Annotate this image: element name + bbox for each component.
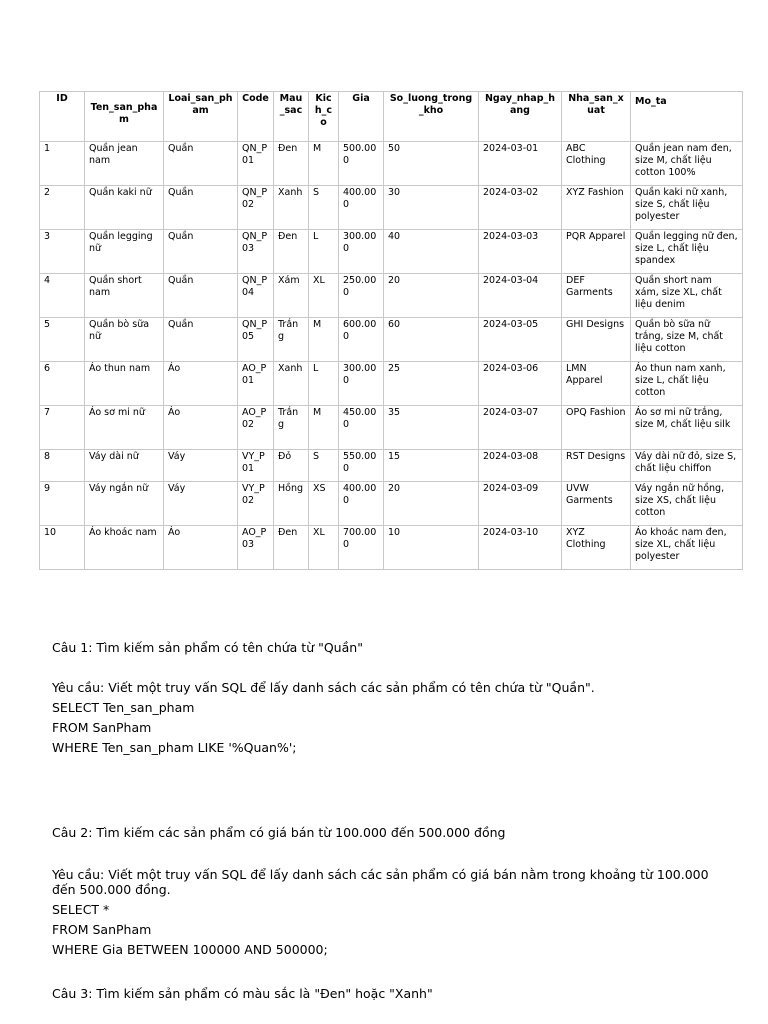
cell-kich-co: M [309, 318, 339, 362]
cell-ten-san-pham: Áo sơ mi nữ [85, 406, 164, 450]
cell-mau-sac: Đen [274, 230, 309, 274]
cell-gia: 250.000 [339, 274, 384, 318]
cell-code: AO_P03 [238, 526, 274, 570]
table-body [40, 142, 743, 570]
cell-mau-sac: Xanh [274, 186, 309, 230]
table-row [40, 450, 743, 482]
cell-id: 6 [40, 362, 85, 406]
cell-loai-san-pham: Áo [164, 362, 238, 406]
cell-loai-san-pham: Váy [164, 482, 238, 526]
cell-ngay-nhap: 2024-03-04 [479, 274, 562, 318]
question-3 [52, 984, 732, 1004]
cell-gia: 300.000 [339, 362, 384, 406]
cell-mau-sac: Đen [274, 142, 309, 186]
cell-ten-san-pham: Áo khoác nam [85, 526, 164, 570]
cell-mo-ta: Váy ngắn nữ hồng, size XS, chất liệu cotton [631, 482, 743, 526]
cell-kich-co: XL [309, 274, 339, 318]
cell-loai-san-pham: Quần [164, 186, 238, 230]
cell-code: QN_P04 [238, 274, 274, 318]
question-1 [52, 638, 732, 758]
header-kich-co: Kich_co [309, 92, 339, 142]
question-2-sql-line: FROM SanPham [52, 922, 152, 937]
header-mau-sac: Mau_sac [274, 92, 309, 142]
cell-ten-san-pham: Váy ngắn nữ [85, 482, 164, 526]
table-row [40, 482, 743, 526]
product-table [39, 91, 743, 570]
header-id: ID [40, 92, 85, 142]
cell-loai-san-pham: Váy [164, 450, 238, 482]
question-1-sql-line: SELECT Ten_san_pham [52, 700, 195, 715]
cell-code: QN_P05 [238, 318, 274, 362]
cell-gia: 400.000 [339, 186, 384, 230]
cell-mau-sac: Trắng [274, 318, 309, 362]
question-1-title: Câu 1: Tìm kiếm sản phẩm có tên chứa từ "Quần" [52, 640, 363, 655]
cell-ten-san-pham: Quần bò sữa nữ [85, 318, 164, 362]
cell-id: 7 [40, 406, 85, 450]
cell-code: QN_P02 [238, 186, 274, 230]
cell-gia: 500.000 [339, 142, 384, 186]
cell-ten-san-pham: Quần short nam [85, 274, 164, 318]
question-2-sql-line: SELECT * [52, 902, 110, 917]
header-ngay-nhap: Ngay_nhap_hang [479, 92, 562, 142]
cell-id: 5 [40, 318, 85, 362]
cell-so-luong: 60 [384, 318, 479, 362]
cell-so-luong: 25 [384, 362, 479, 406]
cell-nha-san-xuat: PQR Apparel [562, 230, 631, 274]
cell-mau-sac: Đen [274, 526, 309, 570]
cell-ngay-nhap: 2024-03-03 [479, 230, 562, 274]
header-mo-ta: Mo_ta [631, 92, 743, 142]
question-2-requirement: Yêu cầu: Viết một truy vấn SQL để lấy danh sách các sản phẩm có giá bán nằm trong khoảng từ 100.000 đến 500.000 đồng. [52, 867, 709, 897]
cell-ten-san-pham: Quần kaki nữ [85, 186, 164, 230]
cell-code: AO_P01 [238, 362, 274, 406]
table-row [40, 274, 743, 318]
cell-nha-san-xuat: XYZ Clothing [562, 526, 631, 570]
question-1-requirement: Yêu cầu: Viết một truy vấn SQL để lấy danh sách các sản phẩm có tên chứa từ "Quần". [52, 680, 595, 695]
table-header-row [40, 92, 743, 142]
header-gia: Gia [339, 92, 384, 142]
table-row [40, 362, 743, 406]
cell-mo-ta: Áo thun nam xanh, size L, chất liệu cotton [631, 362, 743, 406]
cell-code: AO_P02 [238, 406, 274, 450]
cell-code: VY_P02 [238, 482, 274, 526]
header-code: Code [238, 92, 274, 142]
question-1-sql-line: FROM SanPham [52, 720, 152, 735]
cell-ngay-nhap: 2024-03-08 [479, 450, 562, 482]
cell-nha-san-xuat: ABC Clothing [562, 142, 631, 186]
cell-so-luong: 35 [384, 406, 479, 450]
cell-so-luong: 10 [384, 526, 479, 570]
cell-so-luong: 50 [384, 142, 479, 186]
header-ten-san-pham: Ten_san_pham [85, 92, 164, 142]
table-row [40, 230, 743, 274]
table-row [40, 526, 743, 570]
cell-so-luong: 30 [384, 186, 479, 230]
cell-mau-sac: Đỏ [274, 450, 309, 482]
cell-ngay-nhap: 2024-03-01 [479, 142, 562, 186]
cell-kich-co: M [309, 142, 339, 186]
cell-mo-ta: Áo sơ mi nữ trắng, size M, chất liệu silk [631, 406, 743, 450]
cell-kich-co: M [309, 406, 339, 450]
cell-id: 4 [40, 274, 85, 318]
cell-mau-sac: Xanh [274, 362, 309, 406]
cell-mo-ta: Quần bò sữa nữ trắng, size M, chất liệu cotton [631, 318, 743, 362]
table-row [40, 406, 743, 450]
cell-code: QN_P01 [238, 142, 274, 186]
cell-loai-san-pham: Quần [164, 274, 238, 318]
cell-kich-co: S [309, 450, 339, 482]
header-so-luong: So_luong_trong_kho [384, 92, 479, 142]
table-row [40, 318, 743, 362]
cell-so-luong: 40 [384, 230, 479, 274]
cell-code: QN_P03 [238, 230, 274, 274]
cell-mo-ta: Quần legging nữ đen, size L, chất liệu spandex [631, 230, 743, 274]
cell-mo-ta: Quần kaki nữ xanh, size S, chất liệu polyester [631, 186, 743, 230]
table-row [40, 186, 743, 230]
cell-nha-san-xuat: GHI Designs [562, 318, 631, 362]
cell-ngay-nhap: 2024-03-09 [479, 482, 562, 526]
cell-gia: 550.000 [339, 450, 384, 482]
cell-code: VY_P01 [238, 450, 274, 482]
cell-kich-co: XL [309, 526, 339, 570]
cell-loai-san-pham: Áo [164, 406, 238, 450]
cell-kich-co: L [309, 230, 339, 274]
cell-loai-san-pham: Quần [164, 318, 238, 362]
cell-kich-co: L [309, 362, 339, 406]
cell-gia: 400.000 [339, 482, 384, 526]
cell-gia: 700.000 [339, 526, 384, 570]
cell-mau-sac: Trắng [274, 406, 309, 450]
cell-id: 9 [40, 482, 85, 526]
cell-mo-ta: Áo khoác nam đen, size XL, chất liệu polyester [631, 526, 743, 570]
header-loai-san-pham: Loai_san_pham [164, 92, 238, 142]
table-row [40, 142, 743, 186]
cell-id: 1 [40, 142, 85, 186]
cell-mo-ta: Quần short nam xám, size XL, chất liệu denim [631, 274, 743, 318]
cell-loai-san-pham: Quần [164, 142, 238, 186]
cell-id: 8 [40, 450, 85, 482]
cell-nha-san-xuat: XYZ Fashion [562, 186, 631, 230]
cell-ngay-nhap: 2024-03-06 [479, 362, 562, 406]
cell-id: 10 [40, 526, 85, 570]
cell-nha-san-xuat: RST Designs [562, 450, 631, 482]
question-2 [52, 823, 732, 960]
header-nha-san-xuat: Nha_san_xuat [562, 92, 631, 142]
cell-nha-san-xuat: LMN Apparel [562, 362, 631, 406]
cell-nha-san-xuat: UVW Garments [562, 482, 631, 526]
question-2-sql-line: WHERE Gia BETWEEN 100000 AND 500000; [52, 942, 328, 957]
cell-nha-san-xuat: OPQ Fashion [562, 406, 631, 450]
cell-so-luong: 20 [384, 274, 479, 318]
cell-gia: 300.000 [339, 230, 384, 274]
cell-ten-san-pham: Áo thun nam [85, 362, 164, 406]
cell-ngay-nhap: 2024-03-10 [479, 526, 562, 570]
cell-kich-co: XS [309, 482, 339, 526]
cell-so-luong: 20 [384, 482, 479, 526]
cell-loai-san-pham: Áo [164, 526, 238, 570]
cell-gia: 600.000 [339, 318, 384, 362]
cell-id: 3 [40, 230, 85, 274]
cell-so-luong: 15 [384, 450, 479, 482]
cell-ten-san-pham: Váy dài nữ [85, 450, 164, 482]
question-1-sql-line: WHERE Ten_san_pham LIKE '%Quan%'; [52, 740, 297, 755]
cell-ten-san-pham: Quần jean nam [85, 142, 164, 186]
cell-gia: 450.000 [339, 406, 384, 450]
cell-loai-san-pham: Quần [164, 230, 238, 274]
cell-id: 2 [40, 186, 85, 230]
cell-mau-sac: Hồng [274, 482, 309, 526]
question-3-title: Câu 3: Tìm kiếm sản phẩm có màu sắc là "Đen" hoặc "Xanh" [52, 986, 433, 1001]
cell-ten-san-pham: Quần legging nữ [85, 230, 164, 274]
cell-mau-sac: Xám [274, 274, 309, 318]
cell-ngay-nhap: 2024-03-07 [479, 406, 562, 450]
cell-nha-san-xuat: DEF Garments [562, 274, 631, 318]
cell-mo-ta: Váy dài nữ đỏ, size S, chất liệu chiffon [631, 450, 743, 482]
cell-ngay-nhap: 2024-03-05 [479, 318, 562, 362]
cell-ngay-nhap: 2024-03-02 [479, 186, 562, 230]
question-2-title: Câu 2: Tìm kiếm các sản phẩm có giá bán từ 100.000 đến 500.000 đồng [52, 825, 506, 840]
cell-mo-ta: Quần jean nam đen, size M, chất liệu cotton 100% [631, 142, 743, 186]
cell-kich-co: S [309, 186, 339, 230]
